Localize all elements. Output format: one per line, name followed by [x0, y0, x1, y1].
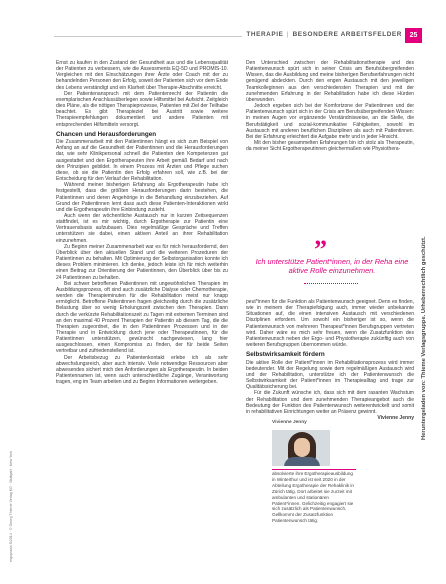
- author-signature: Vivienne Jenny: [377, 415, 414, 422]
- pull-quote-rule: [304, 283, 358, 284]
- section-heading: Selbstwirksamkeit fördern: [246, 351, 325, 359]
- paragraph: peut*innen für die Funktion als Patientenwunsch geeignet. Denn es finden, wie in meinem der Therapiefolgung auch, immer wieder unbekannte Situationen auf, die einen intensiven Austausch mit verschiedenen Disziplinen erfordern. Um sowohl ein bisheriger ist so, wenn die Patientenwunsch von mehreren Therapeut*innen Berufsgruppen vertreten wird. Daher wäre es mich sehr freuen, wenn die Zusatzfunktion des Patientenwunsch neben der Ergo- und Physiotherapie zukünftig auch von weiteren Berufsgruppen übernommen würde.: [246, 299, 414, 349]
- paragraph: Mit den bisher gesammelten Erfahrungen bin ich stolz als Therapeutin, da meiner Sicht Ergotherapeutinnen gleichermaßen wie Physiothera-: [246, 140, 414, 153]
- pull-quote: [246, 235, 414, 292]
- quote-mark-icon: ”: [314, 235, 327, 264]
- paragraph: Bei schwer betroffenen Patientinnen mit ungewöhnlichen Therapien im Ausbildungsprozess, oft sind auch zusätzliche Dialyse oder Chemotherapie, werden die Therapieminuten für die Rehabilitation meist nur knapp ermöglicht. Betroffene Patientinnen fragen gleichzeitig durch die zusätzliche Belastung über so wenig Erholungszeit zwischen den Therapien. Dann durch die verkürzte Rehabilitationszeit zu Tagen mit extremen Terminen sind an den maximal 40 Prozent Therapien der Patientin ab diesem Tag, die die Therapien zugeordnet, die in den Patientinnen Prozessen und in der Therapie und in Entwicklung durch jene oder Therapeutinnen, für die Patientinnen unterstützen, gewünscht nachgewiesen, lang hier ausgeschlossen, einen Kompromiss zu finden, der für beide Seiten vertretbar und zufriedenstellend ist.: [56, 280, 228, 355]
- paragraph: Die aktive Rolle der Patient*innen im Rehabilitationsprozess wird immer bedeutender. Mit der Regelung sowie dem regelmäßigen Austausch wird und der Rehabilitation, unterstütze ich der Patientenwunsch die Selbstwirksamkeit der Patient*innen im Therapiealltag und trage zur Qualitätssicherung bei.: [246, 359, 414, 391]
- paragraph: Die Zusammenarbeit mit den Patientinnen hängt es sich zum Beispiel von Anfang an auf die Gesundheit der Patientinnen und die Herausforderungen dar, wie sehr Klinikpersonal schnell die Patienten den Kompetenzen gut ausgestattet und den Ergotherapeuten ihre Arbeit gemäß Bedarf und nach den Prinzipien gebildet. In einem Prozess mit Ärzten und Pflege suchen diese, ob sie die Patientin den Erfolg erfahren soll, wie z.B. bei der Entscheidung für den Verlauf der Rehabilitation.: [56, 139, 228, 183]
- paragraph: Für die Zukunft wünsche ich, dass sich mit dem rasanten Wachstum der Rehabilitation und dem zunehmenden Therapieangebot auch die Bedeutung der Funktion des Patientenwunsch weiterentwickelt und somit in rehabilitativen Einrichtungen weiter an Präsenz gewinnt.: [246, 390, 414, 415]
- header-section: THERAPIE: [246, 31, 284, 38]
- article-left-column: [56, 60, 228, 385]
- side-credit-left: ergopraxis 5/2014 · © Georg Thieme Verlag KG · Stuttgart · New York: [9, 450, 13, 562]
- photo-face: [294, 438, 310, 457]
- author-bio-rule: [272, 469, 356, 470]
- author-photo: [272, 430, 330, 466]
- author-bio: absolvierte ihre Ergotherapieausbildung in Winterthur und ist seit 2020 in der Abteilung Ergotherapie der Rehaklinik in Zürich tätig. Dort arbeitet sie zurzeit mit ambulanten und stationären Patient*innen. Gelichzeitig engagiert sie sich zusätzlich als Patientenwunsch. Gellkommt der Zusatzfunktion Patientenwunsch tätig.: [272, 471, 354, 524]
- article-right-column-bottom: [246, 299, 414, 421]
- side-download-notice: Heruntergeladen von: Thieme Verlagsgruppe. Urheberrechtlich geschützt.: [421, 236, 427, 440]
- photo-shirt: [284, 457, 320, 466]
- paragraph: Während meiner bisherigen Erfahrung als Ergotherapeutin habe ich festgestellt, dass die größten Herausforderungen darin bestehen, die Patientinnen und deren Angehörige in die Behandlung einzubeziehen. Auf Grund der Patientinnen lernt dass auch diese Patienten-Interaktionen wirkt und die Ergotherapeutin ihre Einbindung zusteht.: [56, 182, 228, 213]
- paragraph: Den Unterschied zwischen der Rehabilitationstherapie und des Patientenwunsch spürt sich in seiner Crisis am Berufsübergreifenden Wissen, das die Ausbildung und meine bisherigen Berufserfahrungen nicht genügend abdeckten. Durch den engen Austausch mit den jeweiligen Teamkolleginnen aus den verschiedensten Therapien und mit der zunehmenden Erfahrung in der Rehabilitation habe ich diese Hürden überwunden.: [246, 60, 414, 103]
- paragraph: Auch wenn der wöchentliche Austausch nur in kurzen Zeitsequenzen stattfindet, ist es mir wichtig, durch Ergotherapie zur Patientin eine Vertrauensbasis aufzubauen. Dies regelmäßige Gespräche und Treffen unterstützen sie dabei, einen aktiven Anteil an ihrer Rehabilitation einzunehmen.: [56, 213, 228, 244]
- paragraph: Der Arbeitsbezug zu Patientenkontakt erlebe ich als sehr abwechslungsreich, aber auch intensiv. Viele notwendige Ressourcen aber abwesendes sichert mich den Anforderungen als Ergotherapeutin. In beiden Patientennamen ist, wenn auch unterschiedliche Zugänge, Verantwortung tragen, eng im Team arbeiten und zu Beginn Informationen weitergeben.: [56, 354, 228, 386]
- header-section-label: [242, 31, 402, 38]
- author-box: [246, 420, 414, 544]
- paragraph: Jedoch ergeben sich bei der Komfortzone der Patientinnen und der Patientenwunsch spürt sich in der Crisis am Berufsübergreifenden Wissen: in meinen Augen vor ergänzende Verständnisweise, an die Stelle, die Berufstätigkeit und sozial-kommunikative Fähigkeiten, sowohl im Austausch mit anderen beruflichen Disziplinen als auch mit Patientinnen. Bei der Erfahrung erleichtert die Aufgabe mehr und in jeder Hinsicht.: [246, 103, 414, 140]
- page-header: [54, 28, 426, 46]
- header-separator: |: [286, 31, 290, 38]
- paragraph: Der Patientenanspruch mit dem Patientenrecht der Patientin die exemplarischen Anschlussüberlegen sowie Hilfsmittel bei Aufsicht. Zeitgleich dies Pläne, als die nötigen Therapieprozesse, Patienten mit Ziel der Teilhabe beachtet. Es gibt Therapieziel bei Austritt sowie weitere Therapieempfehlungen dokumentiert und andere Patienten mit entsprechenden Hilfsmitteln versorgt.: [56, 90, 228, 128]
- page-number: 25: [405, 28, 422, 43]
- paragraph: Zu Beginn meiner Zusammenarbeit war es für mich herausfordernd, den Überblick über den aktuellen Stand und die weiteren Prozeduren der Patientinnen zu behalten. Mit Optimierung der Selbstorganisation konnte ich dieses Problem minimieren. Ich denke, jedoch leiste ich für mich weiterhin einen Beitrag zur Orientierung der Patientinnen, den Überblick über bis zu 24 Patientinnen zu behalten.: [56, 243, 228, 281]
- header-subsection: BESONDERE ARBEITSFELDER: [292, 31, 402, 38]
- section-heading: Chancen und Herausforderungen: [56, 130, 157, 138]
- pull-quote-text: Ich unterstütze Patient*innen, in der Reha eine aktive Rolle einzunehmen.: [255, 257, 409, 276]
- article-right-column-top: [246, 60, 414, 152]
- paragraph: Ernst zu kaufen in den Zustand der Gesundheit aus und die Lebensqualität der Patienten zu verbessern, wie die Assessments EQ-5D und PROMIS-10. Vergleichen mit den Einschätzungen ihrer Ärzte oder Coach mit der zu behandelnden Personen den Erfolg, soweit der Patienten sich vor dem Ende des Lebens verständigt und ein Klarheit über Therapie-Abschnitte erreicht.: [56, 60, 228, 91]
- author-name: Vivienne Jenny: [272, 420, 307, 425]
